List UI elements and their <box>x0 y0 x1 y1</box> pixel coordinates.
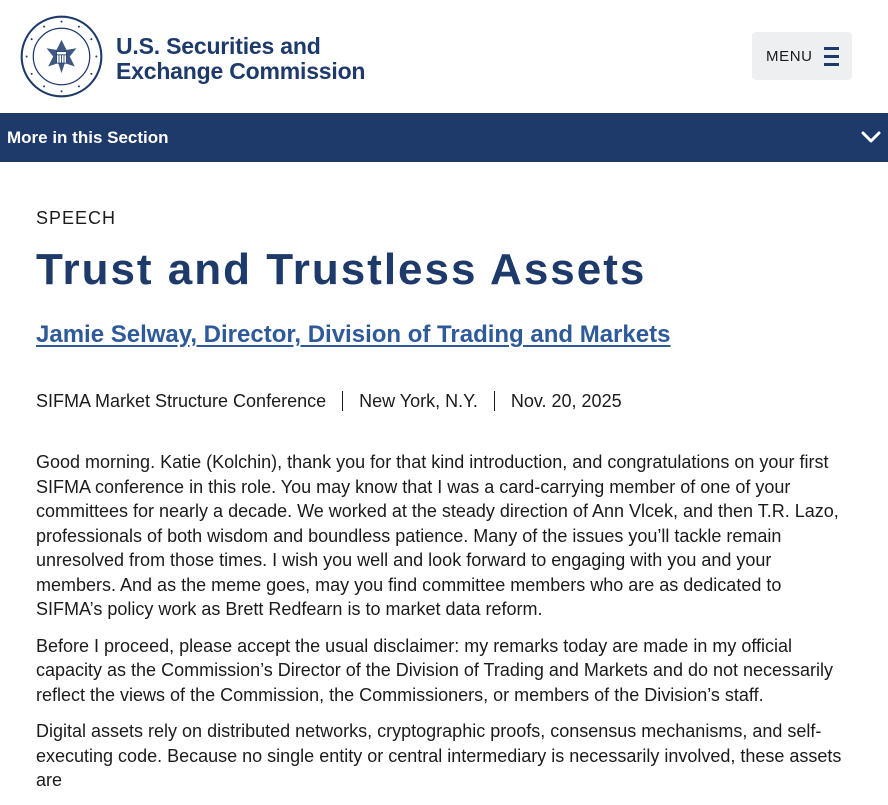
event-location: New York, N.Y. <box>359 391 478 411</box>
page-title: Trust and Trustless Assets <box>36 245 647 294</box>
menu-label: MENU <box>766 47 813 65</box>
agency-name[interactable] <box>116 34 365 84</box>
section-nav-label: More in this Section <box>7 128 169 147</box>
meta-divider <box>494 391 495 411</box>
chevron-down-icon[interactable] <box>861 130 881 144</box>
article-meta <box>36 390 622 412</box>
article-type: SPEECH <box>36 208 117 228</box>
event-date: Nov. 20, 2025 <box>510 391 622 411</box>
meta-divider <box>342 391 343 411</box>
paragraph: Before I proceed, please accept the usual disclaimer: my remarks today are made in my official capacity as the Commission’s Director of the Division of Trading and Markets and do not necessarily reflect the views of the Commission, the Commissioners, or members of the Division’s staff. <box>36 635 834 705</box>
menu-button[interactable] <box>752 32 852 80</box>
sec-seal-logo[interactable] <box>20 15 103 98</box>
agency-name-line1: U.S. Securities and <box>116 33 321 59</box>
author-link[interactable]: Jamie Selway, Director, Division of Trading and Markets <box>36 321 671 348</box>
agency-name-line2: Exchange Commission <box>116 58 366 84</box>
hamburger-icon <box>824 47 839 66</box>
paragraph: Good morning. Katie (Kolchin), thank you for that kind introduction, and congratulations on your first SIFMA conference in this role. You may know that I was a card-carrying member of one of your committees for nearly a decade. We worked at the steady direction of Ann Vlcek, and then T.R. Lazo, professionals of both wisdom and boundless patience. Many of the issues you’ll tackle remain unresolved from those times. I wish you well and look forward to engaging with you and your members. And as the meme goes, may you find committee members who are as dedicated to SIFMA’s policy work as Brett Redfearn is to market data reform. <box>36 452 839 619</box>
paragraph: Digital assets rely on distributed networks, cryptographic proofs, consensus mechanisms, and self-executing code. Because no single entity or central intermediary is necessarily involved, these assets are <box>36 721 842 790</box>
event-name: SIFMA Market Structure Conference <box>36 391 327 411</box>
site-header <box>0 0 888 113</box>
section-nav-toggle[interactable] <box>0 113 888 162</box>
article-body <box>36 450 851 805</box>
